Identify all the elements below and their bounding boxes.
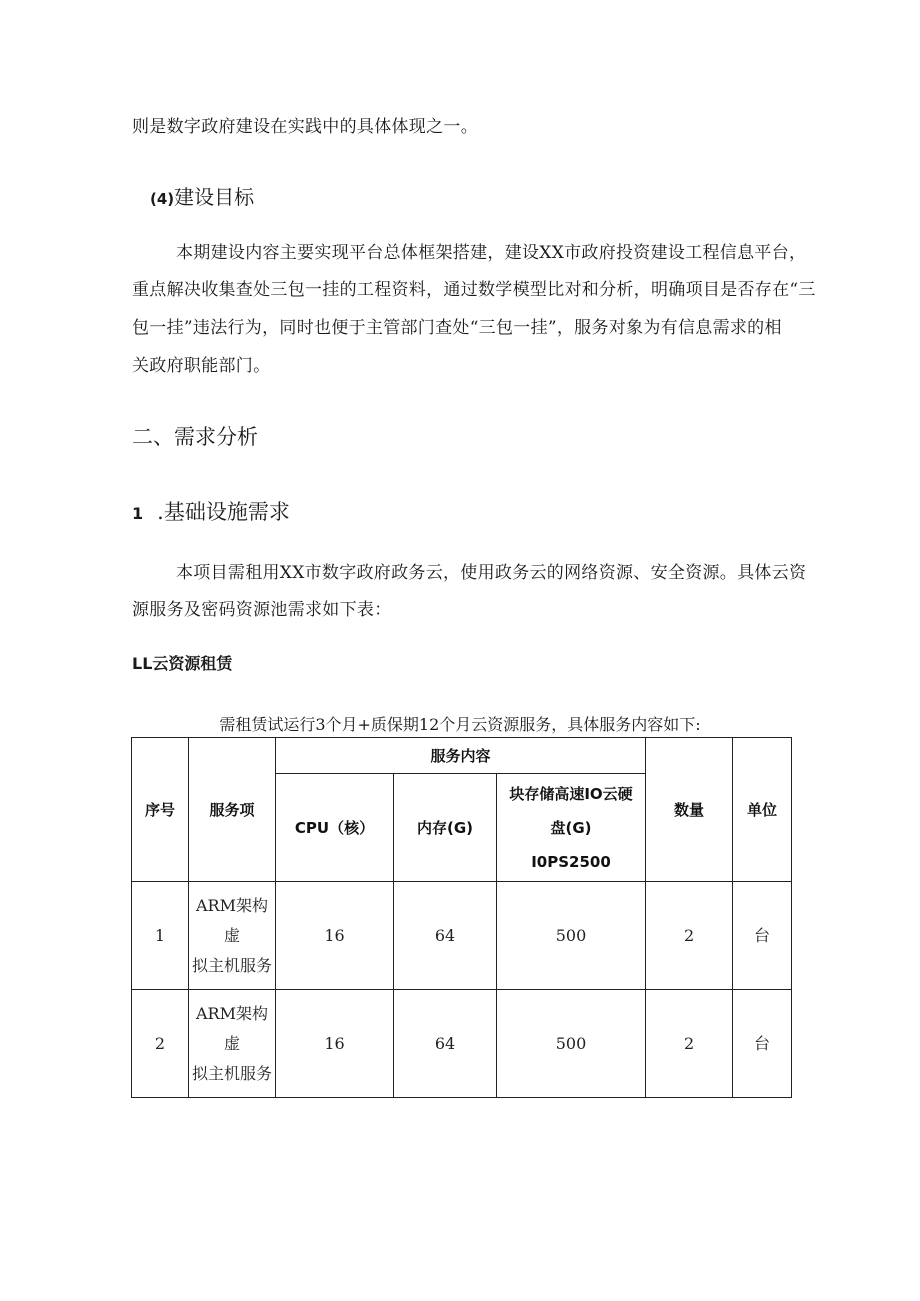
- cell-memory: 64: [394, 882, 497, 990]
- heading-title: .基础设施需求: [157, 500, 290, 524]
- header-service-item: 服务项: [189, 738, 276, 882]
- cell-disk: 500: [497, 990, 646, 1098]
- cell-seq: 2: [132, 990, 189, 1098]
- table-caption: 需租赁试运行3个月+质保期12个月云资源服务，具体服务内容如下:: [219, 715, 701, 734]
- paragraph-intro-tail: 则是数字政府建设在实践中的具体体现之一。: [132, 117, 478, 137]
- cell-quantity: 2: [646, 882, 733, 990]
- service-item-line: ARM架构虚: [196, 895, 268, 945]
- table-row: [132, 882, 792, 990]
- header-disk: [497, 774, 646, 882]
- heading-number: 1: [132, 504, 144, 523]
- heading-requirements-analysis: 二、需求分析: [132, 425, 258, 449]
- header-memory: 内存(G): [394, 774, 497, 882]
- cell-seq: 1: [132, 882, 189, 990]
- cell-unit: 台: [733, 990, 792, 1098]
- cell-cpu: 16: [276, 990, 394, 1098]
- goal-paragraph-line: 关政府职能部门。: [132, 356, 271, 376]
- goal-paragraph-line: 包一挂”违法行为，同时也便于主管部门查处“三包一挂”，服务对象为有信息需求的相: [132, 318, 782, 338]
- header-quantity: 数量: [646, 738, 733, 882]
- cell-unit: 台: [733, 882, 792, 990]
- table-row: [132, 990, 792, 1098]
- header-service-content: 服务内容: [276, 738, 646, 774]
- service-item-line: 拟主机服务: [191, 955, 272, 975]
- infra-paragraph-line: 源服务及密码资源池需求如下表：: [132, 600, 392, 620]
- service-item-line: 拟主机服务: [191, 1063, 272, 1083]
- header-disk-line: I0PS2500: [531, 852, 611, 871]
- heading-cloud-resource-leasing: LL云资源租赁: [132, 654, 233, 673]
- heading-title: 建设目标: [174, 185, 255, 209]
- goal-paragraph-line: 重点解决收集查处三包一挂的工程资料，通过数学模型比对和分析，明确项目是否存在“三: [132, 280, 816, 300]
- cloud-resource-table: [131, 737, 792, 1098]
- header-disk-line: 盘(G): [550, 818, 592, 837]
- cell-quantity: 2: [646, 990, 733, 1098]
- table-header-row: [132, 738, 792, 774]
- header-unit: 单位: [733, 738, 792, 882]
- heading-infrastructure-requirements: [132, 499, 290, 527]
- heading-construction-goal: [150, 184, 254, 212]
- goal-paragraph-line: 本期建设内容主要实现平台总体框架搭建，建设XX市政府投资建设工程信息平台，: [176, 243, 807, 263]
- service-item-line: ARM架构虚: [196, 1003, 268, 1053]
- header-cpu: CPU（核）: [276, 774, 394, 882]
- header-seq: 序号: [132, 738, 189, 882]
- cell-service-item: [189, 882, 276, 990]
- heading-number: (4): [150, 190, 175, 208]
- cell-cpu: 16: [276, 882, 394, 990]
- cell-disk: 500: [497, 882, 646, 990]
- cell-service-item: [189, 990, 276, 1098]
- cell-memory: 64: [394, 990, 497, 1098]
- header-disk-line: 块存储高速IO云硬: [509, 784, 633, 803]
- infra-paragraph-line: 本项目需租用XX市数字政府政务云，使用政务云的网络资源、安全资源。具体云资: [176, 563, 807, 583]
